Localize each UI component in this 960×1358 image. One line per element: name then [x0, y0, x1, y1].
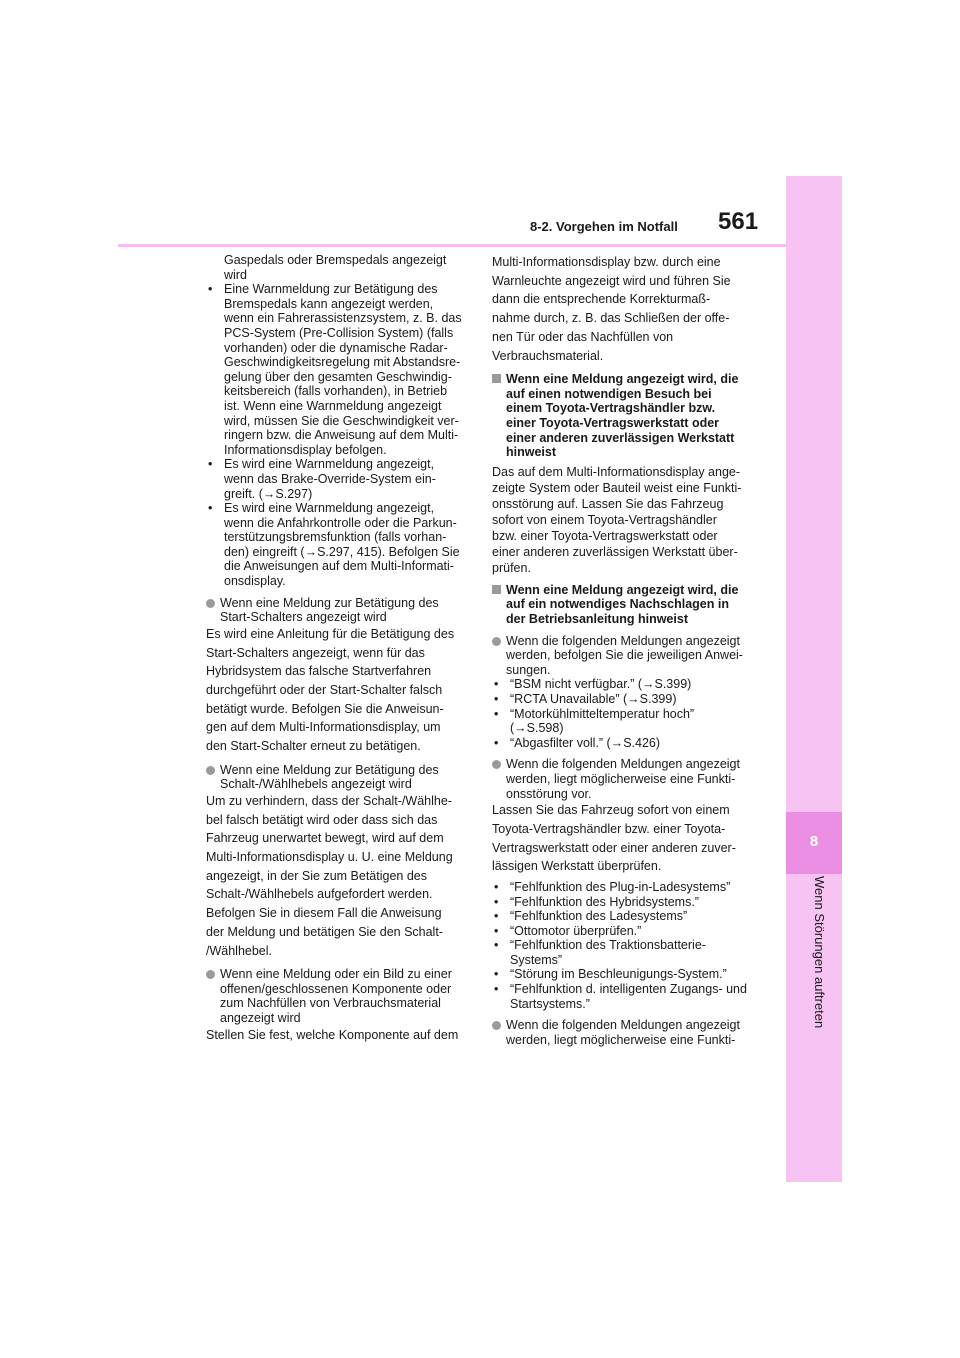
text-span: “BSM nicht verfügbar.” (→S.399): [510, 677, 692, 692]
right-column: [492, 253, 754, 1047]
text-line: [492, 372, 754, 387]
gray-dot-icon: [206, 599, 215, 608]
text-line: Start-Schalters angezeigt, wenn für das: [206, 645, 425, 660]
list-item: [492, 982, 754, 997]
text-span: “Fehlfunktion des Ladesystems”: [510, 909, 688, 924]
text-line: nahme durch, z. B. das Schließen der offe-: [492, 311, 730, 326]
text-line: [492, 1018, 754, 1033]
component-body-continued: [492, 253, 754, 365]
text-line: [492, 757, 754, 772]
text-span: “Abgasfilter voll.” (→S.426): [510, 735, 661, 750]
text-line: Gaspedals oder Bremspedals angezeigt: [224, 253, 447, 267]
text-line: sungen.: [506, 662, 551, 677]
text-line: werden, befolgen Sie die jeweiligen Anwei-: [506, 648, 743, 663]
component-body: [206, 1026, 468, 1045]
list-item: [492, 692, 754, 707]
text-line: Geschwindigkeitsregelung mit Abstandsre-: [224, 355, 461, 370]
bullet-mark: •: [494, 706, 499, 721]
list-item: [492, 895, 754, 910]
text-span: “Ottomotor überprüfen.”: [510, 923, 642, 938]
text-line: offenen/geschlossenen Komponente oder: [220, 981, 452, 996]
text-line: Um zu verhindern, dass der Schalt-/Wählhe-: [206, 793, 452, 808]
text-line: [206, 967, 468, 982]
gray-dot-icon: [206, 766, 215, 775]
text-line: Informationsdisplay befolgen.: [224, 442, 387, 457]
text-span: “Fehlfunktion d. intelligenten Zugangs- und: [510, 982, 747, 997]
text-line: Hybridsystem das falsche Startverfahren: [206, 664, 432, 679]
bullet-mark: •: [494, 909, 499, 924]
follow-title: [492, 634, 754, 678]
text-line: einer Toyota-Vertragswerkstatt oder: [506, 416, 720, 430]
list-item: [492, 938, 754, 953]
bullet-mark: •: [494, 967, 499, 982]
text-span: Wenn die folgenden Meldungen angezeigt: [506, 1018, 740, 1033]
bullet-mark: •: [494, 982, 499, 997]
text-span: Wenn eine Meldung oder ein Bild zu einer: [220, 967, 452, 982]
text-line: werden, liegt möglicherweise eine Funkti-: [506, 771, 736, 786]
text-line: [206, 596, 468, 611]
text-line: angezeigt, in der Sie zum Betätigen des: [206, 868, 427, 883]
text-line: wenn die Anfahrkontrolle oder die Parkun-: [224, 515, 457, 530]
text-line: bzw. einer Toyota-Vertragswerkstatt oder: [492, 528, 718, 543]
text-line: Bremspedals kann angezeigt werden,: [224, 296, 434, 311]
dealer-heading: [492, 372, 754, 460]
text-span: Eine Warnmeldung zur Betätigung des: [224, 282, 438, 297]
text-line: zum Nachfüllen von Verbrauchsmaterial: [220, 996, 441, 1011]
text-line: [206, 282, 468, 297]
bullet-mark: •: [494, 691, 499, 706]
bullet-mark: •: [494, 677, 499, 692]
start-switch-body: [206, 625, 468, 756]
text-line: auf einen notwendigen Besuch bei: [506, 386, 712, 401]
text-line: betätigt wurde. Befolgen Sie die Anweisun-: [206, 701, 444, 716]
text-line: Schalt-/Wählhebels aufgefordert werden.: [206, 887, 433, 902]
text-line: greift. (→S.297): [224, 486, 313, 501]
text-span: Wenn die folgenden Meldungen angezeigt: [506, 633, 740, 648]
start-switch-title: [206, 596, 468, 625]
text-span: Wenn eine Meldung angezeigt wird, die: [506, 372, 739, 387]
chapter-label: Wenn Störungen auftreten: [812, 876, 827, 1029]
text-line: sofort von einem Toyota-Vertragshändler: [492, 512, 717, 527]
text-span: “Fehlfunktion des Traktionsbatterie-: [510, 938, 706, 953]
text-line: einem Toyota-Vertragshändler bzw.: [506, 401, 716, 416]
list-item: [492, 880, 754, 895]
list-item: [492, 967, 754, 982]
text-line: vorhanden) oder die dynamische Radar-: [224, 340, 448, 355]
text-line: Vertragswerkstatt oder einer anderen zuver-: [492, 840, 736, 855]
text-line: Lassen Sie das Fahrzeug sofort von einem: [492, 803, 730, 818]
shift-lever-title: [206, 763, 468, 792]
text-line: /Wählhebel.: [206, 943, 273, 958]
gray-dot-icon: [492, 760, 501, 769]
bullet-item: [206, 501, 468, 589]
text-line: lässigen Werkstatt überprüfen.: [492, 859, 662, 874]
text-line: Systems”: [510, 952, 563, 967]
text-line: bel falsch betätigt wird oder dass sich das: [206, 812, 438, 827]
text-line: Verbrauchsmaterial.: [492, 348, 604, 363]
text-line: Multi-Informationsdisplay bzw. durch eine: [492, 255, 721, 269]
text-line: gen auf dem Multi-Informationsdisplay, um: [206, 720, 441, 735]
text-line: Start-Schalters angezeigt wird: [220, 610, 387, 625]
shift-lever-body: [206, 792, 468, 960]
section-title: 8-2. Vorgehen im Notfall: [530, 219, 678, 234]
text-span: “Motorkühlmitteltemperatur hoch”: [510, 706, 695, 721]
text-line: Es wird eine Anleitung für die Betätigung des: [206, 626, 455, 641]
gray-dot-icon: [492, 1021, 501, 1030]
gray-dot-icon: [206, 970, 215, 979]
text-span: “Fehlfunktion des Hybridsystems.”: [510, 894, 699, 909]
follow-list: [492, 677, 754, 750]
text-span: Wenn eine Meldung zur Betätigung des: [220, 762, 439, 777]
bullet-item: [206, 282, 468, 457]
text-line: Schalt-/Wählhebels angezeigt wird: [220, 777, 412, 792]
text-line: onsstörung auf. Lassen Sie das Fahrzeug: [492, 496, 724, 511]
bullet-mark: •: [494, 938, 499, 953]
text-line: onsdisplay.: [224, 574, 286, 589]
text-line: Fahrzeug unerwartet bewegt, wird auf dem: [206, 831, 444, 846]
text-line: der Meldung und betätigen Sie den Schalt-: [206, 924, 443, 939]
text-line: wenn das Brake-Override-System ein-: [224, 471, 436, 486]
text-span: Es wird eine Warnmeldung angezeigt,: [224, 501, 435, 516]
text-line: hinweist: [506, 445, 557, 460]
text-span: “Störung im Beschleunigungs-System.”: [510, 967, 727, 982]
text-line: ringern bzw. die Anweisung auf dem Multi-: [224, 428, 459, 443]
text-line: prüfen.: [492, 560, 531, 575]
text-line: Toyota-Vertragshändler bzw. einer Toyota-: [492, 821, 726, 836]
text-span: Es wird eine Warnmeldung angezeigt,: [224, 457, 435, 472]
text-line: Stellen Sie fest, welche Komponente auf dem: [206, 1027, 459, 1042]
bullet-mark: •: [208, 457, 213, 472]
text-line: [206, 763, 468, 778]
text-line: PCS-System (Pre-Collision System) (falls: [224, 325, 454, 340]
text-line: Warnleuchte angezeigt wird und führen Sie: [492, 273, 731, 288]
text-span: Wenn die folgenden Meldungen angezeigt: [506, 757, 740, 772]
malfunction-body: [492, 801, 754, 876]
gray-square-icon: [492, 585, 501, 594]
bullet-mark: •: [494, 894, 499, 909]
text-span: “Fehlfunktion des Plug-in-Ladesystems”: [510, 879, 731, 894]
text-line: [492, 583, 754, 598]
bullet-mark: •: [208, 282, 213, 297]
text-line: Startsystems.”: [510, 996, 590, 1011]
page-number: 561: [718, 208, 759, 235]
continuation-text: [206, 253, 468, 282]
text-line: wenn ein Fahrerassistenzsystem, z. B. das: [224, 311, 462, 326]
list-item: [492, 707, 754, 722]
header-rule: [118, 244, 786, 247]
bullet-mark: •: [208, 501, 213, 516]
list-item: [492, 677, 754, 692]
bullet-mark: •: [494, 879, 499, 894]
text-line: die Anweisungen auf dem Multi-Informati-: [224, 559, 454, 574]
text-line: terstützungsbremsfunktion (falls vorhan-: [224, 530, 447, 545]
malfunction-list: [492, 880, 754, 1011]
text-line: den) eingreift (→S.297, 415). Befolgen Sie: [224, 544, 460, 559]
text-line: Das auf dem Multi-Informationsdisplay ange-: [492, 464, 741, 479]
text-line: gelung über den gesamten Geschwindig-: [224, 369, 452, 384]
text-line: durchgeführt oder der Start-Schalter falsch: [206, 682, 443, 697]
dealer-body: [492, 464, 754, 576]
list-item: [492, 924, 754, 939]
text-line: [492, 634, 754, 649]
text-line: angezeigt wird: [220, 1011, 301, 1026]
text-line: [206, 501, 468, 516]
list-item: [492, 736, 754, 751]
text-line: wird, müssen Sie die Geschwindigkeit ver-: [224, 413, 459, 428]
text-span: Wenn eine Meldung zur Betätigung des: [220, 595, 439, 610]
text-span: “RCTA Unavailable” (→S.399): [510, 691, 677, 706]
chapter-number: 8: [809, 833, 819, 850]
text-line: zeigte System oder Bauteil weist eine Funkti-: [492, 480, 742, 495]
last-title: [492, 1018, 754, 1047]
text-line: der Betriebsanleitung hinweist: [506, 611, 688, 626]
text-span: Wenn eine Meldung angezeigt wird, die: [506, 582, 739, 597]
text-line: onsstörung vor.: [506, 786, 592, 801]
text-line: [206, 457, 468, 472]
text-line: den Start-Schalter erneut zu betätigen.: [206, 739, 421, 754]
text-line: (→S.598): [510, 721, 564, 736]
text-line: auf ein notwendiges Nachschlagen in: [506, 597, 729, 612]
text-line: werden, liegt möglicherweise eine Funkti-: [506, 1032, 736, 1047]
bullet-item: [206, 457, 468, 501]
malfunction-title: [492, 757, 754, 801]
component-title: [206, 967, 468, 1025]
text-line: Befolgen Sie in diesem Fall die Anweisung: [206, 906, 442, 921]
text-line: einer anderen zuverlässigen Werkstatt: [506, 430, 735, 445]
chapter-number-box: [786, 812, 842, 874]
list-item: [492, 909, 754, 924]
gray-square-icon: [492, 374, 501, 383]
text-line: keitsbereich (falls vorhanden), in Betrieb: [224, 384, 448, 399]
bullet-mark: •: [494, 735, 499, 750]
text-line: nen Tür oder das Nachfüllen von: [492, 329, 674, 344]
text-line: dann die entsprechende Korrekturmaß-: [492, 292, 711, 307]
left-column: [206, 253, 468, 1044]
text-line: wird: [224, 267, 247, 282]
bullet-mark: •: [494, 923, 499, 938]
gray-dot-icon: [492, 637, 501, 646]
text-line: Multi-Informationsdisplay u. U. eine Meldung: [206, 850, 453, 865]
text-line: einer anderen zuverlässigen Werkstatt über-: [492, 544, 738, 559]
text-line: ist. Wenn eine Warnmeldung angezeigt: [224, 398, 442, 413]
manual-heading: [492, 583, 754, 627]
